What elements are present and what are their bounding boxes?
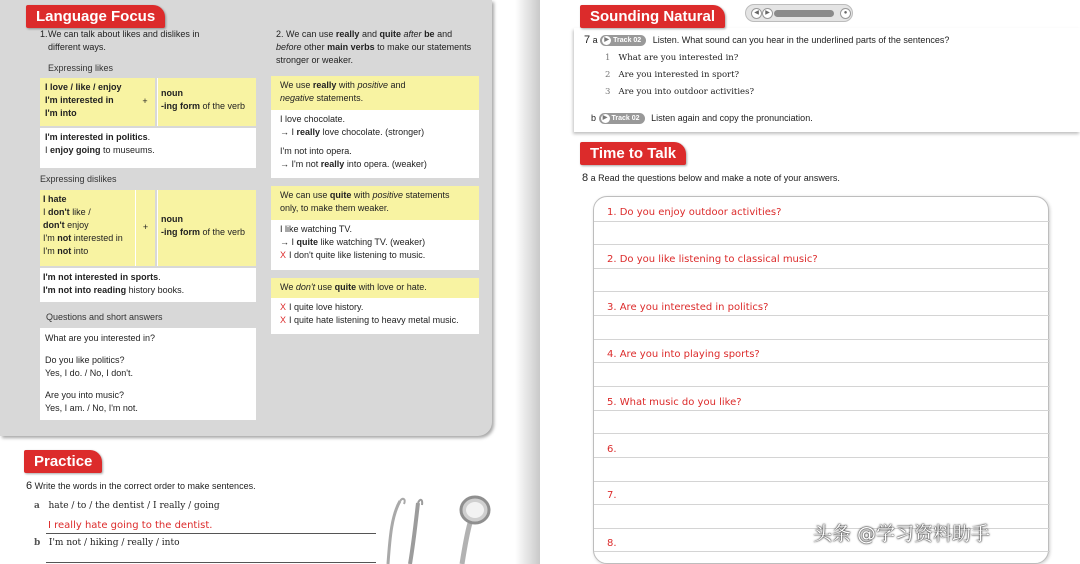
- likes-plus: +: [135, 78, 155, 126]
- practice-instruction-line: [26, 480, 256, 493]
- time-to-talk-title: Time to Talk: [580, 142, 686, 165]
- dislikes-form-3-b: enjoy: [67, 220, 89, 230]
- track-label: Track 02: [611, 115, 640, 123]
- question-2: Do you like politics?: [45, 355, 125, 365]
- note-line: [594, 504, 1050, 505]
- practice-item-b-words: I'm not / hiking / really / into: [48, 538, 180, 548]
- quite-rule-box: [271, 186, 479, 220]
- dont-example-1: I quite love history.: [289, 302, 364, 312]
- practice-item-a-words: hate / to / the dentist / I really / going: [48, 501, 220, 511]
- dislikes-example-1-bold: I'm not interested in sports: [43, 272, 159, 282]
- exercise-7a-letter: a: [592, 35, 598, 45]
- audio-player[interactable]: [745, 4, 853, 22]
- really-example-1b-a: I: [291, 127, 295, 137]
- sentence-3-text: Are you into outdoor activities?: [618, 87, 755, 97]
- point-2-after: after: [403, 29, 422, 39]
- likes-ing-rest: of the verb: [202, 101, 246, 111]
- really-rule-e: and: [390, 80, 406, 90]
- dislikes-form-5-a: I'm: [43, 246, 55, 256]
- arrow-icon: →: [280, 237, 289, 247]
- answer-3: Yes, I am. / No, I'm not.: [45, 403, 138, 413]
- dont-rule-b: don't: [295, 282, 316, 292]
- likes-example-1-bold: I'm interested in politics: [45, 132, 148, 142]
- dislikes-example-2-bold: I'm not into reading: [43, 285, 127, 295]
- really-example-2: I'm not into opera.: [280, 146, 352, 156]
- dislikes-form-5-b: not: [57, 246, 72, 256]
- likes-form-2: I'm interested in: [45, 95, 114, 105]
- sounding-natural-title: Sounding Natural: [580, 5, 725, 28]
- dont-rule-e: with love or hate.: [358, 282, 427, 292]
- quite-rule-c: with: [353, 190, 370, 200]
- likes-example-2-a: I: [45, 145, 48, 155]
- really-rule-f: negative: [280, 93, 315, 103]
- exercise-8a-letter: a: [590, 173, 596, 183]
- questions-box: [40, 328, 256, 420]
- dislikes-forms-cell: [40, 190, 135, 266]
- dislikes-form-4-c: interested in: [73, 233, 123, 243]
- sentence-1: [605, 52, 738, 65]
- really-rule-c: with: [338, 80, 355, 90]
- language-focus-title: Language Focus: [26, 5, 165, 28]
- note-question-1: 1. Do you enjoy outdoor activities?: [607, 207, 782, 218]
- exercise-7a-text: Listen. What sound can you hear in the underlined parts of the sentences?: [652, 35, 950, 45]
- note-line: [594, 221, 1050, 222]
- note-question-6: 6.: [607, 444, 617, 455]
- sentence-2: [605, 69, 739, 82]
- quite-example-1: I like watching TV.: [280, 224, 353, 234]
- quite-example-1b-a: I: [291, 237, 295, 247]
- dislikes-form-2-c: like /: [72, 207, 91, 217]
- point-1-text: We can talk about likes and dislikes in different ways.: [48, 29, 200, 52]
- note-line: [594, 551, 1050, 552]
- note-line: [594, 457, 1050, 458]
- note-question-4: 4. Are you into playing sports?: [607, 349, 760, 360]
- dont-rule-box: [271, 278, 479, 298]
- point-2-and: and: [361, 29, 377, 39]
- exercise-7b-line: [591, 112, 813, 125]
- note-line: [594, 268, 1050, 269]
- point-2-text: [276, 28, 476, 67]
- dont-rule-c: use: [317, 282, 333, 292]
- exercise-7-number: 7: [584, 34, 591, 46]
- exercise-7b-letter: b: [591, 113, 597, 123]
- quite-rule-f: only, to make them weaker.: [280, 203, 389, 213]
- likes-examples: [40, 128, 256, 168]
- really-rule-b: really: [312, 80, 337, 90]
- note-line: [594, 386, 1050, 387]
- note-line: [594, 244, 1050, 245]
- quite-example-1b-c: like watching TV. (weaker): [320, 237, 426, 247]
- note-line: [594, 362, 1050, 363]
- likes-rule-cell: [157, 78, 256, 126]
- quite-rule-a: We can use: [280, 190, 328, 200]
- notes-box[interactable]: [593, 196, 1049, 564]
- note-question-5: 5. What music do you like?: [607, 397, 742, 408]
- note-line: [594, 410, 1050, 411]
- dislikes-form-5-c: into: [73, 246, 89, 256]
- quite-example-2: I don't quite like listening to music.: [289, 250, 426, 260]
- practice-item-a: [34, 500, 220, 513]
- exercise-7a-line: [584, 34, 949, 47]
- quite-examples: [271, 220, 479, 270]
- practice-item-b-answer-line[interactable]: [46, 562, 376, 563]
- really-example-2b-c: into opera. (weaker): [346, 159, 427, 169]
- cross-icon: X: [280, 315, 287, 325]
- dislikes-form-4-b: not: [57, 233, 72, 243]
- arrow-icon: →: [280, 127, 289, 137]
- sentence-3: [605, 86, 754, 99]
- note-question-8: 8.: [607, 538, 617, 549]
- dont-rule-d: quite: [334, 282, 357, 292]
- note-line: [594, 339, 1050, 340]
- question-1: What are you interested in?: [45, 333, 156, 343]
- arrow-icon: →: [280, 159, 289, 169]
- point-2-and2: and: [437, 29, 453, 39]
- practice-item-a-answer[interactable]: I really hate going to the dentist.: [48, 520, 213, 531]
- sentence-3-number: 3: [605, 87, 611, 97]
- dislikes-plus: +: [135, 190, 155, 266]
- expressing-likes-label: Expressing likes: [48, 63, 114, 73]
- practice-item-b-letter: b: [34, 538, 41, 548]
- sentence-1-number: 1: [605, 53, 611, 63]
- dislikes-examples: [40, 268, 256, 302]
- practice-item-b: [34, 537, 180, 550]
- note-line: [594, 481, 1050, 482]
- likes-example-2-end: to museums.: [103, 145, 155, 155]
- practice-item-a-letter: a: [34, 501, 40, 511]
- cross-icon: X: [280, 250, 287, 260]
- dislikes-form-1: I hate: [43, 194, 67, 204]
- practice-title: Practice: [24, 450, 102, 473]
- practice-instruction: Write the words in the correct order to make sentences.: [34, 481, 256, 491]
- quite-rule-b: quite: [329, 190, 352, 200]
- dislikes-form-2-b: don't: [48, 207, 70, 217]
- sentence-1-text: What are you interested in?: [618, 53, 739, 63]
- point-1-lead: 1.: [40, 29, 48, 39]
- really-example-1b-c: love chocolate. (stronger): [322, 127, 425, 137]
- dislikes-ing-rest: of the verb: [202, 227, 246, 237]
- play-icon: ▶: [601, 114, 610, 123]
- dislikes-noun: noun: [161, 214, 183, 224]
- dental-tools-image: [370, 495, 500, 564]
- quite-rule-d: positive: [372, 190, 403, 200]
- cross-icon: X: [280, 302, 287, 312]
- dislikes-example-1-end: .: [158, 272, 161, 282]
- question-3: Are you into music?: [45, 390, 125, 400]
- audio-rewind-icon[interactable]: ◀: [751, 8, 762, 19]
- exercise-7b-text: Listen again and copy the pronunciation.: [651, 113, 813, 123]
- exercise-8-number: 8: [582, 172, 589, 184]
- really-example-1: I love chocolate.: [280, 114, 346, 124]
- dislikes-ing-form: -ing form: [161, 227, 200, 237]
- note-question-3: 3. Are you interested in politics?: [607, 302, 769, 313]
- dont-example-2: I quite hate listening to heavy metal music.: [289, 315, 459, 325]
- likes-example-1-end: .: [147, 132, 151, 142]
- likes-ing-form: -ing form: [161, 101, 200, 111]
- really-rule-d: positive: [357, 80, 388, 90]
- point-2-before: We can use: [286, 29, 334, 39]
- dont-rule-a: We: [280, 282, 294, 292]
- point-1-line: [40, 28, 48, 41]
- audio-volume-icon[interactable]: ●: [840, 8, 851, 19]
- note-line: [594, 291, 1050, 292]
- sentence-2-number: 2: [605, 70, 611, 80]
- likes-example-2-bold: enjoy going: [50, 145, 101, 155]
- likes-form-1: I love / like / enjoy: [45, 82, 122, 92]
- track-badge[interactable]: [599, 113, 645, 124]
- really-rule-box: [271, 76, 479, 110]
- point-2-quite: quite: [379, 29, 402, 39]
- likes-form-3: I'm into: [45, 108, 77, 118]
- dislikes-form-3-a: don't: [43, 220, 65, 230]
- dont-examples: [271, 298, 479, 334]
- point-2-really: really: [335, 29, 360, 39]
- point-2-be: be: [424, 29, 435, 39]
- dislikes-example-2-end: history books.: [128, 285, 185, 295]
- note-line: [594, 433, 1050, 434]
- play-icon: ▶: [602, 36, 611, 45]
- track-badge[interactable]: [600, 35, 646, 46]
- exercise-8a-instruction: Read the questions below and make a note of your answers.: [598, 173, 840, 183]
- note-question-7: 7.: [607, 490, 617, 501]
- dislikes-rule-cell: [157, 190, 256, 266]
- dislikes-form-4-a: I'm: [43, 233, 55, 243]
- really-examples: [271, 110, 479, 178]
- point-2-before-word: before: [276, 42, 302, 52]
- audio-play-icon[interactable]: ▶: [762, 8, 773, 19]
- quite-rule-e: statements: [405, 190, 450, 200]
- questions-label: Questions and short answers: [46, 312, 163, 322]
- expressing-dislikes-label: Expressing dislikes: [40, 174, 117, 184]
- point-2-other: other: [304, 42, 325, 52]
- really-example-2b-a: I'm not: [291, 159, 319, 169]
- point-2-lead: 2.: [276, 29, 284, 39]
- practice-number: 6: [26, 480, 33, 492]
- answer-2: Yes, I do. / No, I don't.: [45, 368, 133, 378]
- really-rule-g: statements.: [316, 93, 364, 103]
- note-question-2: 2. Do you like listening to classical music?: [607, 254, 818, 265]
- practice-item-a-answer-line: [46, 533, 376, 534]
- point-2-main-verbs: main verbs: [327, 42, 375, 52]
- point-2-rest: to make our statements stronger or weaker.: [276, 42, 472, 65]
- really-rule-a: We use: [280, 80, 311, 90]
- dislikes-form-2-a: I: [43, 207, 46, 217]
- likes-noun: noun: [161, 88, 183, 98]
- exercise-8a-line: [582, 172, 840, 185]
- note-line: [594, 315, 1050, 316]
- quite-example-1b-b: quite: [296, 237, 319, 247]
- sentence-2-text: Are you interested in sport?: [618, 70, 740, 80]
- track-label: Track 02: [613, 37, 642, 45]
- watermark: 头条 @学习资料助手: [813, 523, 991, 545]
- really-example-2b-b: really: [320, 159, 345, 169]
- audio-progress-bar[interactable]: [774, 10, 834, 17]
- really-example-1b-b: really: [296, 127, 321, 137]
